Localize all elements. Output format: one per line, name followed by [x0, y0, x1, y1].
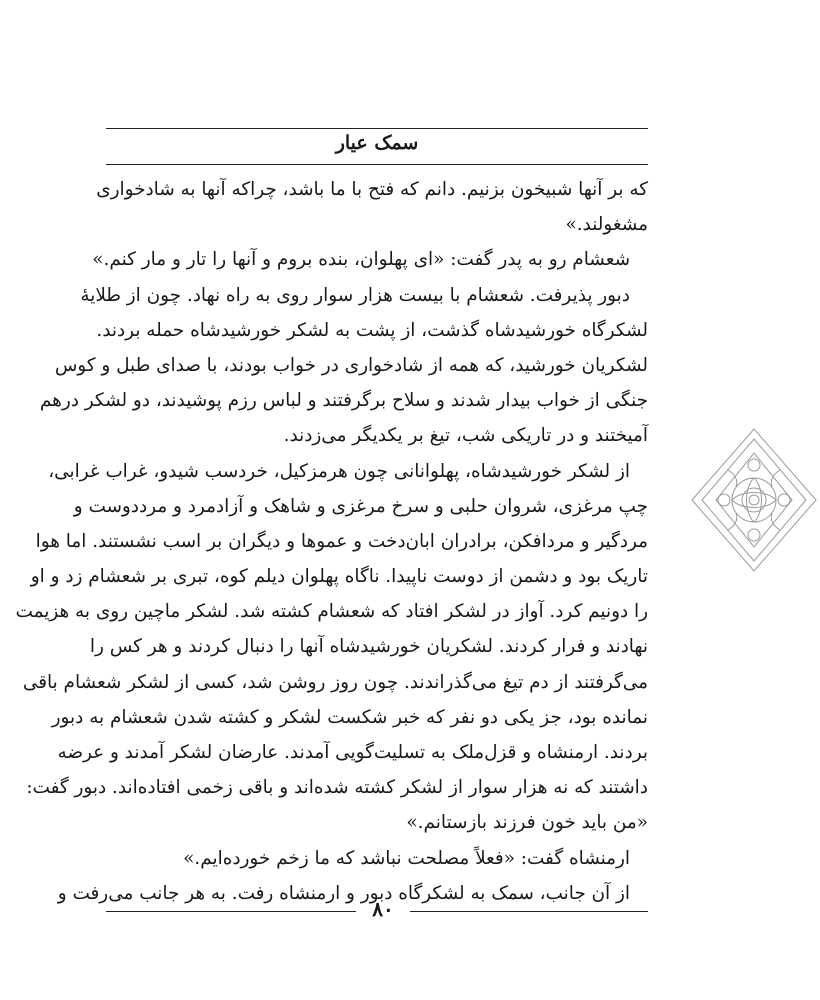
text-line: را دونیم کرد. آواز در لشکر افتاد که شعشام کشته شد. لشکر ماچین روی به هزیمت	[15, 601, 648, 623]
text-line: نهادند و فرار کردند. لشکریان خورشیدشاه آنها را دنبال کردند و هر کس را	[89, 636, 648, 658]
text-line: می‌گرفتند از دم تیغ می‌گذراندند. چون روز روشن شد، کسی از لشکر شعشام باقی	[22, 671, 648, 693]
text-line: نمانده بود، جز یکی دو نفر که خبر شکست لشکر و کشته شدن شعشام به دبور	[51, 706, 648, 728]
text-line: داشتند که نه هزار سوار از لشکر کشته شده‌اند و باقی زخمی افتاده‌اند. دبور گفت:	[26, 777, 648, 799]
text-line: لشکریان خورشید، که همه از شادخواری در خواب بودند، با صدای طبل و کوس	[54, 354, 648, 376]
floral-ornament-icon	[688, 425, 820, 575]
text-line: از آن جانب، سمک به لشکرگاه دبور و ارمنشاه رفت. به هر جانب می‌رفت و	[57, 882, 630, 904]
footer-rule-left	[106, 911, 356, 912]
text-line: چپ مرغزی، شروان حلبی و سرخ مرغزی و شاهک و آزادمرد و مرددوست و	[73, 495, 648, 517]
footer-rule-right	[410, 911, 648, 912]
body-text	[15, 172, 648, 911]
header-bottom-rule	[106, 164, 648, 165]
text-line: لشکرگاه خورشیدشاه گذشت، از پشت به لشکر خورشیدشاه حمله بردند.	[96, 319, 648, 341]
text-line: جنگی از خواب بیدار شدند و سلاح برگرفتند و لباس رزم پوشیدند، دو لشکر درهم	[39, 390, 648, 412]
text-line: مردگیر و مردافکن، برادران ابان‌دخت و عموها و دیگران بر اسب نشستند. اما هوا	[35, 530, 648, 552]
text-line: بردند. ارمنشاه و قزل‌ملک به تسلیت‌گویی آمدند. عارضان لشکر آمدند و عرضه	[57, 742, 648, 763]
text-line: که بر آنها شبیخون بزنیم. دانم که فتح با ما باشد، چراکه آنها به شادخواری	[96, 179, 648, 200]
running-header-title: سمک عیار	[335, 132, 419, 154]
text-line: دبور پذیرفت. شعشام با بیست هزار سوار روی به راه نهاد. چون از طلایهٔ	[80, 284, 630, 306]
text-line: از لشکر خورشیدشاه، پهلوانانی چون هرمزکیل، خردسب شیدو، غراب غرابی،	[48, 460, 630, 482]
text-line: «من باید خون فرزند بازستانم.»	[406, 812, 648, 834]
text-line: ارمنشاه گفت: «فعلاً مصلحت نباشد که ما زخم خورده‌ایم.»	[183, 847, 630, 869]
text-line: آمیختند و در تاریکی شب، تیغ بر یکدیگر می‌زدند.	[283, 425, 648, 447]
header-top-rule	[106, 128, 648, 129]
text-line: تاریک بود و دشمن از دوست ناپیدا. ناگاه پهلوان دیلم کوه، تبری بر شعشام زد و او	[30, 566, 648, 588]
text-line: مشغولند.»	[565, 214, 648, 236]
text-line: شعشام رو به پدر گفت: «ای پهلوان، بنده بروم و آنها را تار و مار کنم.»	[92, 249, 630, 271]
page-number: ۸۰	[372, 897, 394, 921]
